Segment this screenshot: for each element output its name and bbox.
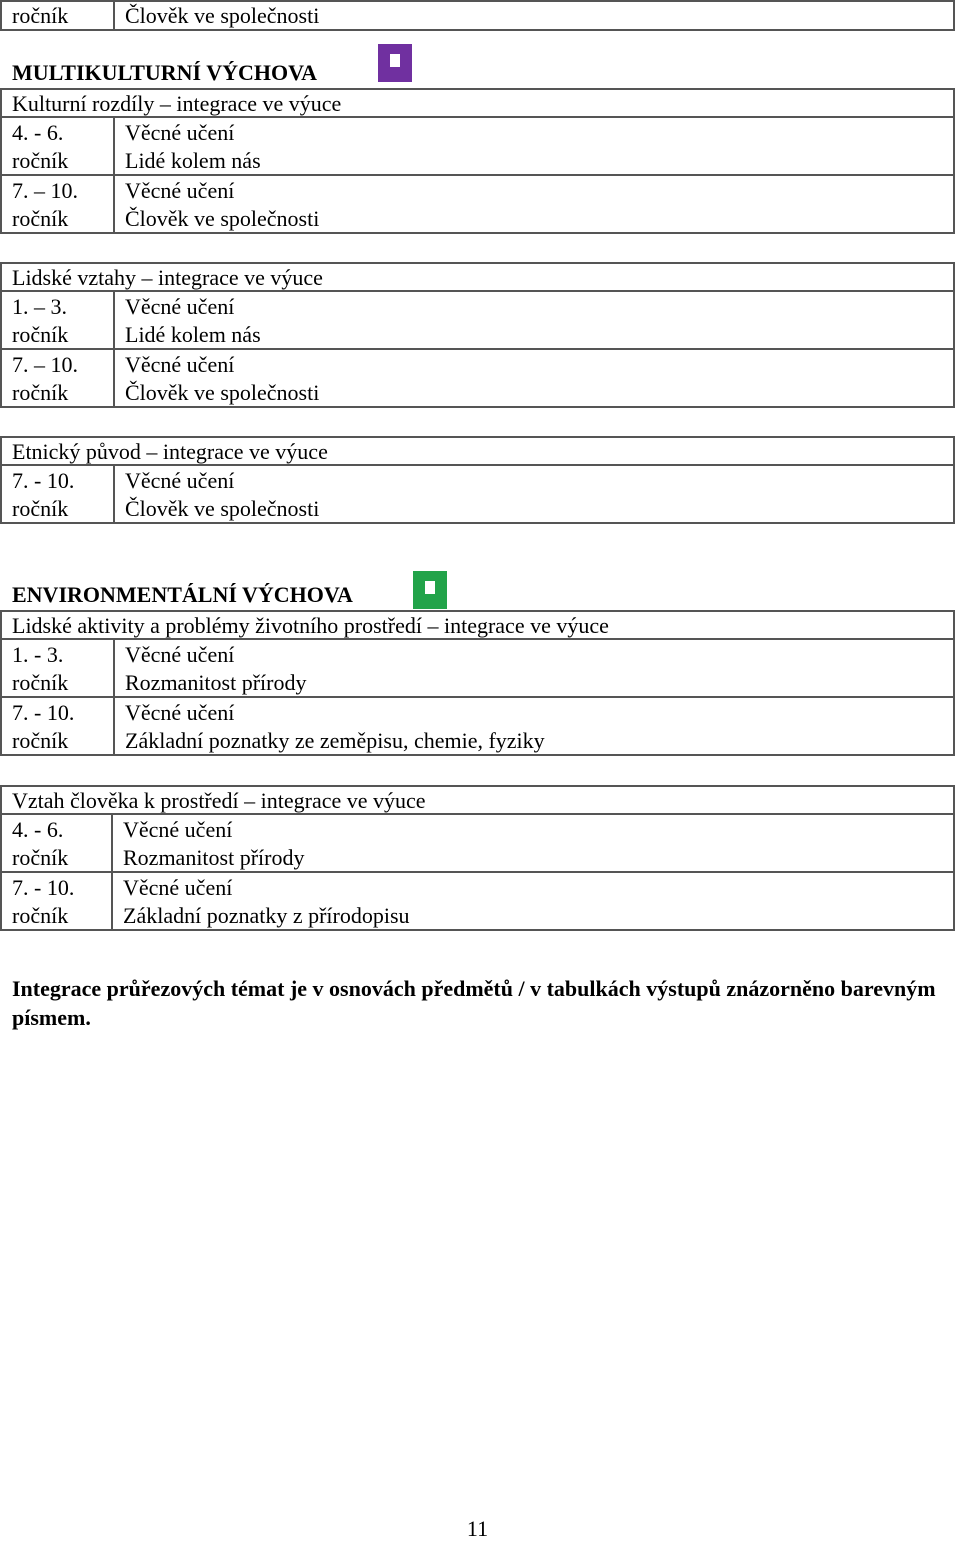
top-table-row — [0, 0, 955, 31]
grade-label: ročník — [12, 206, 69, 231]
grade-cell — [2, 350, 115, 406]
grade-cell — [2, 640, 115, 696]
grade-cell — [2, 118, 115, 174]
topic-title: Kulturní rozdíly – integrace ve výuce — [12, 91, 342, 116]
subject-name: Věcné učení — [125, 468, 235, 493]
subject-topic: Člověk ve společnosti — [125, 380, 320, 405]
subject-name: Věcné učení — [125, 294, 235, 319]
grade-label: ročník — [12, 496, 69, 521]
page-number: 11 — [466, 1516, 489, 1541]
section-title-multicultural: MULTIKULTURNÍ VÝCHOVA — [12, 60, 318, 85]
subject-topic: Lidé kolem nás — [125, 148, 261, 173]
subject-name: Věcné učení — [123, 817, 233, 842]
grade-range: 7. - 10. — [12, 700, 75, 725]
subject-topic: Rozmanitost přírody — [125, 670, 307, 695]
table-row — [0, 290, 955, 350]
subject-label: Člověk ve společnosti — [125, 3, 320, 28]
grade-range: 7. – 10. — [12, 178, 78, 203]
grade-range: 7. - 10. — [12, 468, 75, 493]
topic-title: Lidské aktivity a problémy životního prostředí – integrace ve výuce — [12, 613, 609, 638]
table-row — [0, 116, 955, 176]
grade-range: 1. - 3. — [12, 642, 64, 667]
table-row — [0, 464, 955, 524]
table-row — [0, 813, 955, 873]
integration-note: Integrace průřezových témat je v osnovách předmětů / v tabulkách výstupů znázorněno barevným písmem. — [12, 976, 936, 1030]
topic-header — [0, 785, 955, 815]
table-row — [0, 871, 955, 931]
grade-range: 1. – 3. — [12, 294, 67, 319]
green-square-icon — [413, 571, 447, 609]
section-title-environmental: ENVIRONMENTÁLNÍ VÝCHOVA — [12, 582, 353, 607]
table-row — [0, 696, 955, 756]
grade-label: ročník — [12, 148, 69, 173]
subject-name: Věcné učení — [125, 700, 235, 725]
subject-topic: Rozmanitost přírody — [123, 845, 305, 870]
subject-name: Věcné učení — [123, 875, 233, 900]
grade-cell — [2, 466, 115, 522]
grade-cell — [2, 873, 113, 929]
table-row — [0, 174, 955, 234]
topic-header — [0, 88, 955, 118]
grade-cell — [2, 176, 115, 232]
grade-cell — [2, 698, 115, 754]
table-row — [0, 638, 955, 698]
subject-topic: Lidé kolem nás — [125, 322, 261, 347]
topic-header — [0, 610, 955, 640]
grade-cell — [2, 2, 115, 29]
grade-cell — [2, 292, 115, 348]
grade-label: ročník — [12, 670, 69, 695]
topic-header — [0, 262, 955, 292]
table-row — [0, 348, 955, 408]
subject-name: Věcné učení — [125, 120, 235, 145]
subject-topic: Člověk ve společnosti — [125, 206, 320, 231]
subject-name: Věcné učení — [125, 178, 235, 203]
topic-header — [0, 436, 955, 466]
grade-label: ročník — [12, 903, 69, 928]
subject-name: Věcné učení — [125, 642, 235, 667]
subject-topic: Člověk ve společnosti — [125, 496, 320, 521]
grade-range: 7. – 10. — [12, 352, 78, 377]
purple-square-icon — [378, 44, 412, 82]
topic-title: Lidské vztahy – integrace ve výuce — [12, 265, 323, 290]
topic-title: Etnický původ – integrace ve výuce — [12, 439, 328, 464]
grade-label: ročník — [12, 845, 69, 870]
subject-name: Věcné učení — [125, 352, 235, 377]
grade-label: ročník — [12, 3, 69, 28]
topic-title: Vztah člověka k prostředí – integrace ve výuce — [12, 788, 426, 813]
subject-topic: Základní poznatky z přírodopisu — [123, 903, 410, 928]
grade-cell — [2, 815, 113, 871]
grade-label: ročník — [12, 380, 69, 405]
grade-label: ročník — [12, 728, 69, 753]
grade-range: 4. - 6. — [12, 817, 64, 842]
grade-range: 7. - 10. — [12, 875, 75, 900]
grade-range: 4. - 6. — [12, 120, 64, 145]
grade-label: ročník — [12, 322, 69, 347]
subject-topic: Základní poznatky ze zeměpisu, chemie, fyziky — [125, 728, 545, 753]
